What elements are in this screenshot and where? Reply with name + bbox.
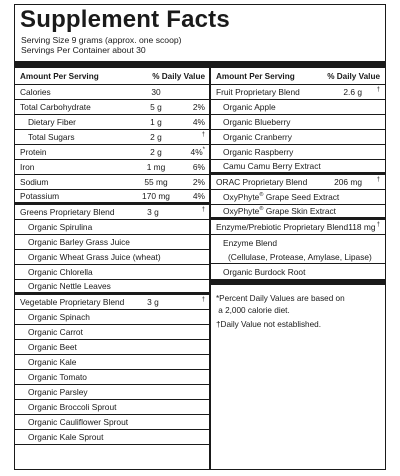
brand-name: OxyPhyte [223, 206, 260, 216]
ingredient-row [15, 280, 210, 295]
vegetable-blend [15, 295, 210, 445]
orac-blend [211, 175, 385, 220]
registered-mark: ® [259, 192, 264, 199]
daily-value: 6% [192, 162, 205, 172]
daily-value [376, 222, 380, 232]
ingredient-detail [211, 250, 385, 264]
ingredient-row [15, 250, 210, 265]
nutrient-row [15, 145, 210, 160]
ingredient-row [15, 385, 210, 400]
ingredient-row [15, 400, 210, 415]
footnotes [211, 285, 385, 331]
ingredient-name: Organic Parsley [28, 387, 88, 397]
nutrient-amount: 30 [151, 87, 161, 97]
panel-title: Supplement Facts [20, 6, 230, 33]
blend-row [211, 175, 385, 190]
ingredient-name: Camu Camu Berry Extract [223, 161, 321, 171]
daily-value: 4%* [190, 147, 205, 157]
amount-header: Amount Per Serving [20, 71, 99, 81]
daily-value [173, 207, 205, 217]
left-header [15, 68, 210, 85]
ingredient-name [223, 206, 380, 216]
ingredient-name: Organic Cauliflower Sprout [28, 417, 129, 427]
right-column [211, 68, 385, 331]
ingredient-row [211, 130, 385, 145]
blend-amount: 3 g [147, 297, 159, 307]
ingredient-name: Organic Kale Sprout [28, 432, 104, 442]
dv-header: % Daily Value [152, 71, 205, 81]
registered-mark: ® [259, 206, 264, 213]
blend-amount: 2.6 g [343, 87, 362, 97]
ingredient-row [211, 190, 385, 205]
right-header [211, 68, 385, 85]
ingredient-name: Organic Blueberry [223, 117, 291, 127]
greens-blend [15, 205, 210, 295]
blend-row [211, 220, 385, 235]
blend-row [15, 295, 210, 310]
ingredient-row [211, 160, 385, 175]
nutrient-row [15, 190, 210, 205]
dagger: † [201, 132, 205, 139]
divider-bar [15, 61, 385, 68]
nutrient-name: Dietary Fiber [28, 117, 76, 127]
daily-value: 2% [192, 102, 205, 112]
ingredient-name: Organic Cranberry [223, 132, 292, 142]
nutrient-amount: 1 mg [146, 162, 166, 172]
ingredient-row [211, 235, 385, 250]
nutrient-name: Total Sugars [28, 132, 75, 142]
ingredient-name: Organic Wheat Grass Juice (wheat) [28, 252, 161, 262]
nutrient-row [15, 115, 210, 130]
daily-value: 4% [192, 117, 205, 127]
nutrient-name: Iron [20, 162, 35, 172]
blend-name: Greens Proprietary Blend [20, 207, 115, 217]
blend-amount: 3 g [147, 207, 159, 217]
nutrient-row [15, 85, 210, 100]
brand-name: OxyPhyte [223, 192, 260, 202]
footnote-diet: a 2,000 calorie diet. [216, 305, 290, 315]
ingredient-name: Organic Nettle Leaves [28, 281, 111, 291]
dagger: † [376, 222, 380, 229]
asterisk: * [202, 147, 205, 154]
daily-value [173, 132, 205, 142]
nutrient-row [15, 160, 210, 175]
footnote-dv: *Percent Daily Values are based on [216, 294, 345, 303]
daily-value: 4% [192, 191, 205, 201]
left-column [15, 68, 210, 445]
dagger: † [201, 297, 205, 304]
nutrient-rows [15, 85, 210, 205]
ingredient-name: Enzyme Blend [223, 237, 277, 248]
ingredient-row [15, 310, 210, 325]
nutrient-amount: 2 g [150, 132, 162, 142]
nutrient-name: Sodium [20, 177, 49, 187]
ingredient-name: Organic Kale [28, 357, 77, 367]
nutrient-amount: 5 g [150, 102, 162, 112]
ingredient-row [15, 220, 210, 235]
ingredient-row [211, 145, 385, 160]
nutrient-amount: 55 mg [144, 177, 168, 187]
ingredient-name: Organic Chlorella [28, 267, 93, 277]
daily-value [173, 297, 205, 307]
blend-name: Enzyme/Prebiotic Proprietary Blend [216, 222, 349, 232]
ingredient-name [223, 192, 380, 202]
blend-amount: 206 mg [334, 177, 362, 187]
ingredient-row [15, 265, 210, 280]
nutrient-amount: 170 mg [142, 191, 170, 201]
blend-name: ORAC Proprietary Blend [216, 177, 308, 187]
footnote-not-established: †Daily Value not established. [216, 320, 321, 329]
ingredient-row [15, 370, 210, 385]
nutrient-row [15, 100, 210, 115]
ingredient-name: Organic Raspberry [223, 147, 294, 157]
ingredient-name: Organic Beet [28, 342, 77, 352]
dagger: † [201, 207, 205, 214]
dagger: † [376, 177, 380, 184]
nutrient-row [15, 130, 210, 145]
ingredient-name: Organic Spinach [28, 312, 90, 322]
blend-row [15, 205, 210, 220]
daily-value [362, 87, 380, 97]
ingredient-row [15, 235, 210, 250]
ingredient-row [15, 415, 210, 430]
ingredient-name: Organic Tomato [28, 372, 87, 382]
nutrient-amount: 1 g [150, 117, 162, 127]
blend-row [211, 85, 385, 100]
nutrient-amount: 2 g [150, 147, 162, 157]
nutrient-name: Protein [20, 147, 47, 157]
enzyme-list: (Cellulase, Protease, Amylase, Lipase) [228, 251, 372, 262]
ingredient-name: Organic Carrot [28, 327, 83, 337]
ingredient-name: Organic Apple [223, 102, 276, 112]
blend-name: Fruit Proprietary Blend [216, 87, 300, 97]
ingredient-row [211, 100, 385, 115]
nutrient-name: Potassium [20, 191, 60, 201]
servings-per-container: Servings Per Container about 30 [21, 45, 146, 55]
ingredient-rest: Grape Seed Extract [263, 192, 340, 202]
ingredient-name: Organic Spirulina [28, 222, 93, 232]
ingredient-row [15, 355, 210, 370]
dv-header: % Daily Value [327, 71, 380, 81]
ingredient-name: Organic Broccoli Sprout [28, 402, 117, 412]
dagger: † [376, 87, 380, 94]
enzyme-blend [211, 220, 385, 279]
ingredient-name: Organic Burdock Root [223, 266, 306, 277]
blend-amount: 118 mg [348, 222, 376, 232]
nutrient-name: Calories [20, 87, 51, 97]
amount-header: Amount Per Serving [216, 71, 295, 81]
blend-name: Vegetable Proprietary Blend [20, 297, 125, 307]
fruit-blend [211, 85, 385, 175]
ingredient-row [15, 430, 210, 445]
ingredient-row [211, 205, 385, 220]
ingredient-row [211, 115, 385, 130]
ingredient-row [211, 264, 385, 279]
serving-size: Serving Size 9 grams (approx. one scoop) [21, 35, 182, 45]
nutrient-name: Total Carbohydrate [20, 102, 91, 112]
daily-value [362, 177, 380, 187]
ingredient-rest: Grape Skin Extract [263, 206, 336, 216]
nutrient-row [15, 175, 210, 190]
ingredient-row [15, 325, 210, 340]
supplement-facts-panel [14, 4, 386, 470]
daily-value: 2% [192, 177, 205, 187]
ingredient-row [15, 340, 210, 355]
ingredient-name: Organic Barley Grass Juice [28, 237, 130, 247]
